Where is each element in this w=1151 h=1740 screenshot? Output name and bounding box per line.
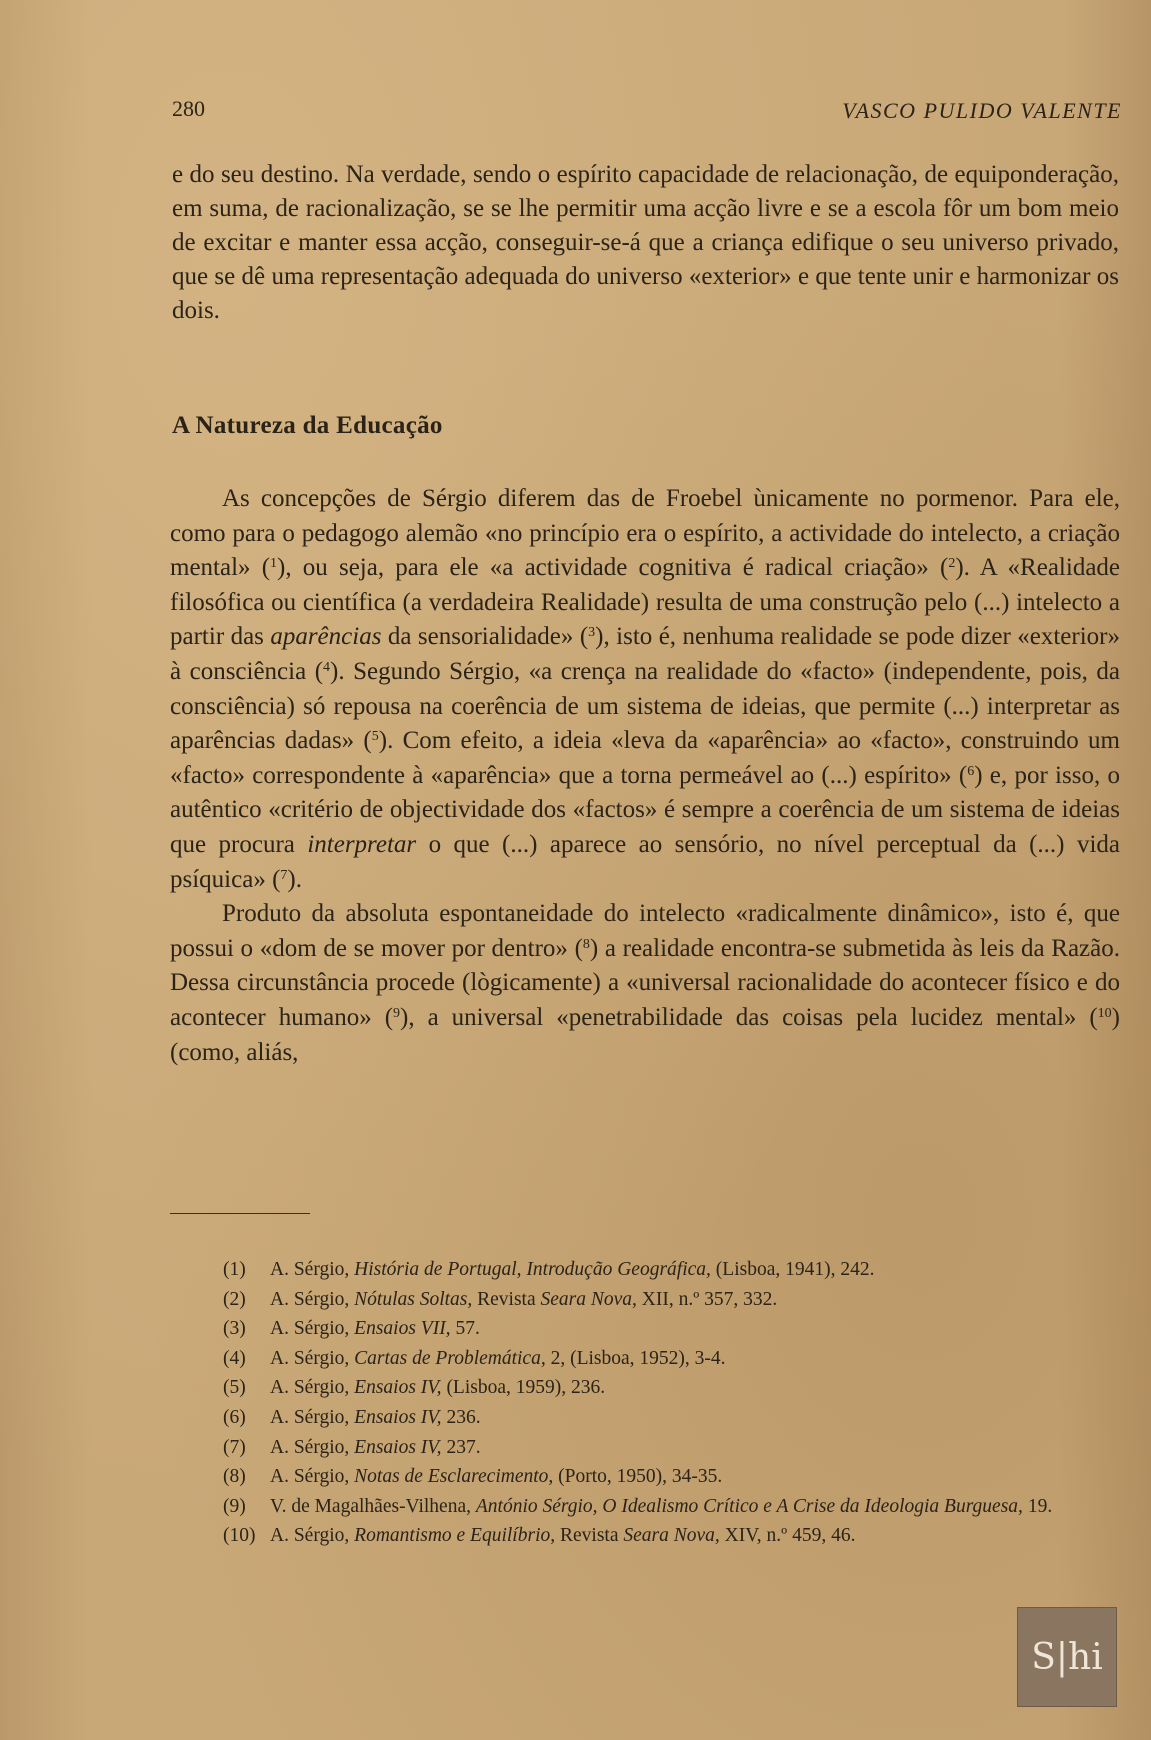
logo-text: S|hi	[1031, 1636, 1103, 1678]
section-title: A Natureza da Educação	[172, 412, 443, 439]
footnote-ref: 1	[270, 556, 278, 572]
footnote-ref: 9	[393, 1005, 401, 1021]
page-header	[172, 92, 1122, 132]
footnote-1: (1) A. Sérgio, História de Portugal, Introdução Geográfica, (Lisboa, 1941), 242.	[223, 1259, 875, 1280]
footnote-9: (9) V. de Magalhães-Vilhena, António Sérgio, O Idealismo Crítico e A Crise da Ideologia Burguesa, 19.	[223, 1495, 1053, 1517]
page-number: 280	[172, 96, 205, 121]
opening-paragraph	[172, 158, 1119, 328]
footnote-ref: 10	[1097, 1005, 1112, 1021]
paragraph-1: As concepções de Sérgio diferem das de Froebel ùnicamente no pormenor. Para ele, como para o pedagogo alemão «no princípio era o espírito, a actividade do intelecto, a criação mental» ($^1$), ou seja, para ele «a actividade cognitiva é radical criação» ($^2$). A «Realidade filosófica ou científica (a verdadeira Realidade) resulta de uma construção pelo (...) intelecto a partir das aparências da sensorialidade» ($^3$), isto é, nenhuma realidade se pode dizer «exterior» à consciência ($^4$). Segundo Sérgio, «a crença na realidade do «facto» (independente, pois, da consciência) só repousa na coerência de um sistema de ideias, que permite (...) interpretar as aparências dadas» ($^5$). Com efeito, a ideia «leva da «aparência» ao «facto», construindo um «facto» correspondente à «aparência» que a torna permeável ao (...) espírito» ($^6$) e, por isso, o autêntico «critério de objectividade dos «factos» é sempre a coerência de um sistema de ideias que procura interpretar o que (...) aparece ao sensório, no nível perceptual da (...) vida psíquica» ($^7$).	[170, 485, 1121, 893]
library-logo-icon	[1017, 1607, 1117, 1707]
footnote-2: (2) A. Sérgio, Nótulas Soltas, Revista Seara Nova, XII, n.º 357, 332.	[223, 1288, 778, 1310]
footnote-10: (10) A. Sérgio, Romantismo e Equilíbrio, Revista Seara Nova, XIV, n.º 459, 46.	[223, 1525, 856, 1547]
footnotes	[168, 1255, 1118, 1551]
footnote-ref: 8	[582, 936, 590, 952]
footnote-4: (4) A. Sérgio, Cartas de Problemática, 2, (Lisboa, 1952), 3-4.	[223, 1347, 726, 1369]
footnote-3: (3) A. Sérgio, Ensaios VII, 57.	[223, 1318, 480, 1340]
paragraph-2: Produto da absoluta espontaneidade do intelecto «radicalmente dinâmico», isto é, que possui o «dom de se mover por dentro» ($^8$) a realidade encontra-se submetida às leis da Razão. Dessa circunstância procede (lògicamente) a «universal racionalidade do acontecer físico e do acontecer humano» ($^9$), a universal «penetrabilidade das coisas pela lucidez mental» ($^{10}$) (como, aliás,	[170, 900, 1120, 1066]
footnote-5: (5) A. Sérgio, Ensaios IV, (Lisboa, 1959), 236.	[223, 1377, 606, 1399]
footnote-ref: 2	[948, 556, 956, 572]
main-text	[170, 482, 1120, 1070]
footnote-7: (7) A. Sérgio, Ensaios IV, 237.	[223, 1436, 481, 1458]
footnote-ref: 6	[967, 763, 975, 779]
running-head: VASCO PULIDO VALENTE	[842, 98, 1122, 123]
footnote-separator	[170, 1213, 310, 1214]
footnote-ref: 7	[280, 867, 288, 883]
footnote-ref: 4	[323, 659, 331, 675]
footnote-ref: 3	[588, 625, 596, 641]
footnote-8: (8) A. Sérgio, Notas de Esclarecimento, (Porto, 1950), 34-35.	[223, 1466, 723, 1488]
footnote-ref: 5	[371, 729, 379, 745]
footnote-6: (6) A. Sérgio, Ensaios IV, 236.	[223, 1406, 481, 1428]
paragraph-text: e do seu destino. Na verdade, sendo o espírito capacidade de relacionação, de equiponderação, em suma, de racionalização, se se lhe permitir uma acção livre e se a escola fôr um bom meio de excitar e manter essa acção, conseguir-se-á que a criança edifique o seu universo privado, que se dê uma representação adequada do universo «exterior» e que tente unir e harmonizar os dois.	[172, 161, 1119, 324]
